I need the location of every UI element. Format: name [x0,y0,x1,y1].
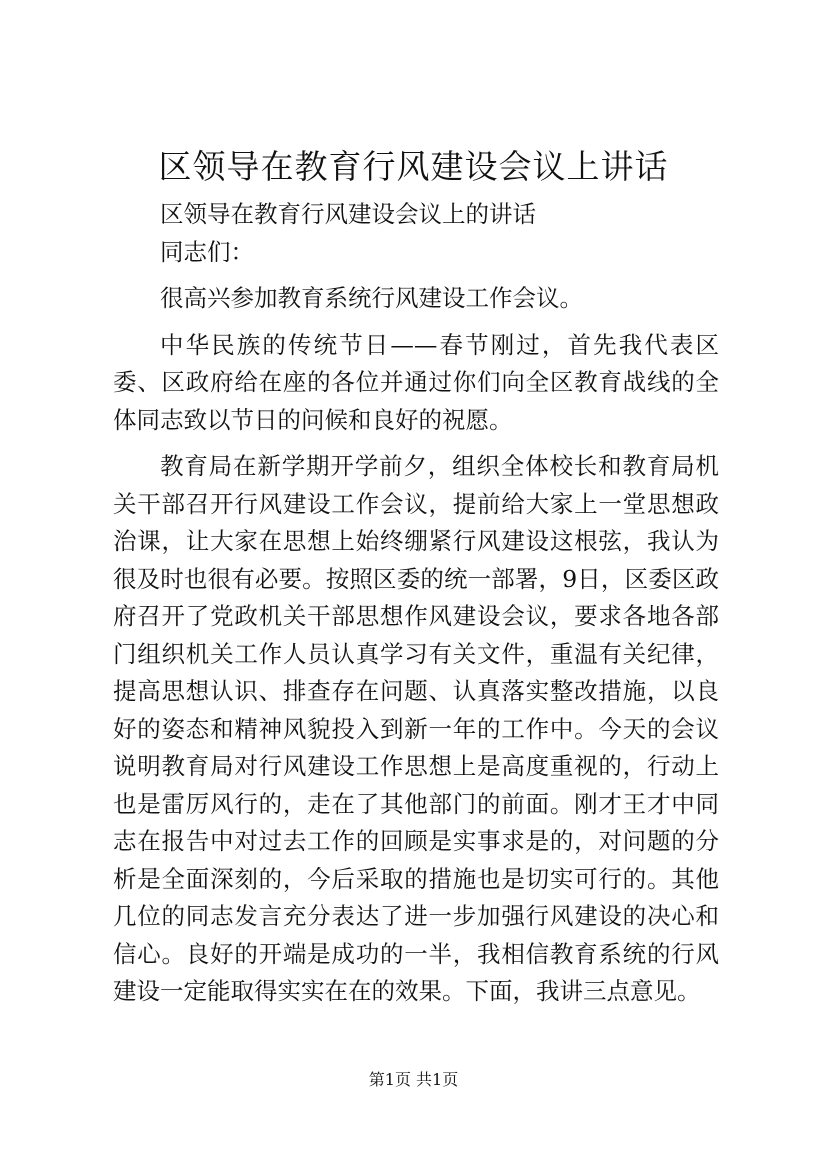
opening-paragraph: 很高兴参加教育系统行风建设工作会议。 [160,284,583,312]
subtitle-paragraph: 区领导在教育行风建设会议上的讲话 [160,200,536,228]
salutation-paragraph: 同志们： [160,237,254,266]
document-body [113,196,719,1011]
document-title: 区领导在教育行风建设会议上讲话 [158,147,669,186]
page-footer: 第1页 共1页 [368,1070,459,1089]
main-paragraph: 教育局在新学期开学前夕，组织全体校长和教育局机关干部召开行风建设工作会议，提前给大家上一堂思想政治课，让大家在思想上始终绷紧行风建设这根弦，我认为很及时也很有必要。按照区委的统一部署，9日，区委区政府召开了党政机关干部思想作风建设会议，要求各地各部门组织机关工作人员认真学习有关文件，重温有关纪律，提高思想认识、排查存在问题、认真落实整改措施，以良好的姿态和精神风貌投入到新一年的工作中。今天的会议说明教育局对行风建设工作思想上是高度重视的，行动上也是雷厉风行的，走在了其他部门的前面。刚才王才中同志在报告中对过去工作的回顾是实事求是的，对问题的分析是全面深刻的，今后采取的措施也是切实可行的。其他几位的同志发言充分表达了进一步加强行风建设的决心和信心。良好的开端是成功的一半，我相信教育系统的行风建设一定能取得实实在在的效果。下面，我讲三点意见。 [113,452,719,1005]
greeting-paragraph: 中华民族的传统节日——春节刚过，首先我代表区委、区政府给在座的各位并通过你们向全区教育战线的全体同志致以节日的问候和良好的祝愿。 [113,330,719,434]
